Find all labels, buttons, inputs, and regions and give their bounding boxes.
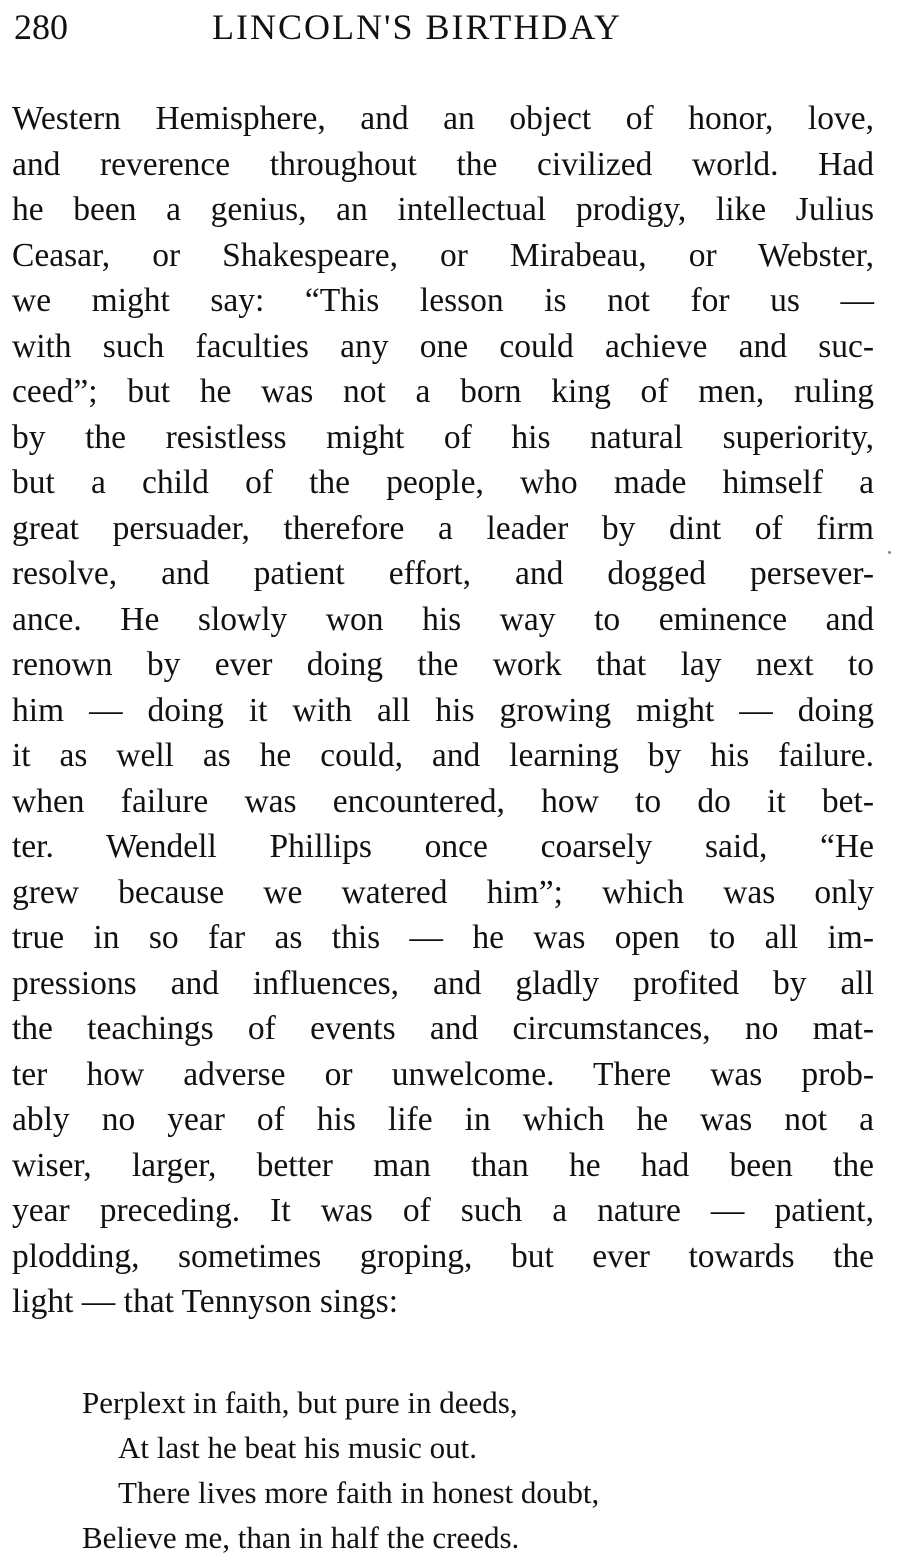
text-line: ter how adverse or unwelcome. There was prob- [12, 1055, 874, 1093]
verse-line: Believe me, than in half the creeds. [82, 1520, 520, 1555]
text-line: grew because we watered him”; which was only [12, 873, 874, 911]
text-line: Western Hemisphere, and an object of honor, love, [12, 100, 874, 137]
verse-quotation [82, 1380, 842, 1560]
verse-line: At last he beat his music out. [118, 1430, 478, 1465]
text-line: resolve, and patient effort, and dogged persever- [12, 555, 874, 592]
text-line: true in so far as this — he was open to all im- [12, 919, 874, 956]
running-head [14, 2, 884, 62]
verse-line: Perplext in faith, but pure in deeds, [82, 1385, 518, 1420]
text-line: him — doing it with all his growing might — doing [12, 691, 874, 729]
text-line: it as well as he could, and learning by his failure. [12, 737, 874, 774]
text-line: but a child of the people, who made himself a [12, 464, 874, 501]
margin-speck [888, 551, 891, 554]
text-line: Ceasar, or Shakespeare, or Mirabeau, or Webster, [12, 236, 874, 274]
text-line: with such faculties any one could achieve and suc- [12, 327, 874, 365]
text-line: year preceding. It was of such a nature — patient, [12, 1192, 874, 1229]
text-line: the teachings of events and circumstances, no mat- [12, 1010, 874, 1047]
text-line: wiser, larger, better man than he had been the [12, 1146, 874, 1184]
page-number: 280 [14, 7, 68, 47]
text-line: plodding, sometimes groping, but ever towards the [12, 1237, 874, 1275]
text-line: light — that Tennyson sings: [12, 1283, 399, 1320]
text-line: when failure was encountered, how to do it bet- [12, 782, 874, 820]
body-paragraph [12, 96, 874, 1325]
text-line: pressions and influences, and gladly profited by all [12, 964, 874, 1002]
text-line: renown by ever doing the work that lay next to [12, 646, 874, 683]
text-line: ter. Wendell Phillips once coarsely said, “He [12, 828, 874, 865]
text-line: great persuader, therefore a leader by dint of firm [12, 509, 874, 547]
text-line: and reverence throughout the civilized world. Had [12, 145, 874, 183]
text-line: we might say: “This lesson is not for us — [12, 282, 874, 319]
running-title: LINCOLN'S BIRTHDAY [212, 7, 623, 47]
text-line: ance. He slowly won his way to eminence and [12, 600, 874, 638]
text-line: he been a genius, an intellectual prodigy, like Julius [12, 191, 874, 228]
text-line: ceed”; but he was not a born king of men, ruling [12, 373, 874, 410]
text-line: by the resistless might of his natural superiority, [12, 418, 874, 456]
verse-line: There lives more faith in honest doubt, [118, 1475, 600, 1510]
text-line: ably no year of his life in which he was not a [12, 1101, 874, 1138]
